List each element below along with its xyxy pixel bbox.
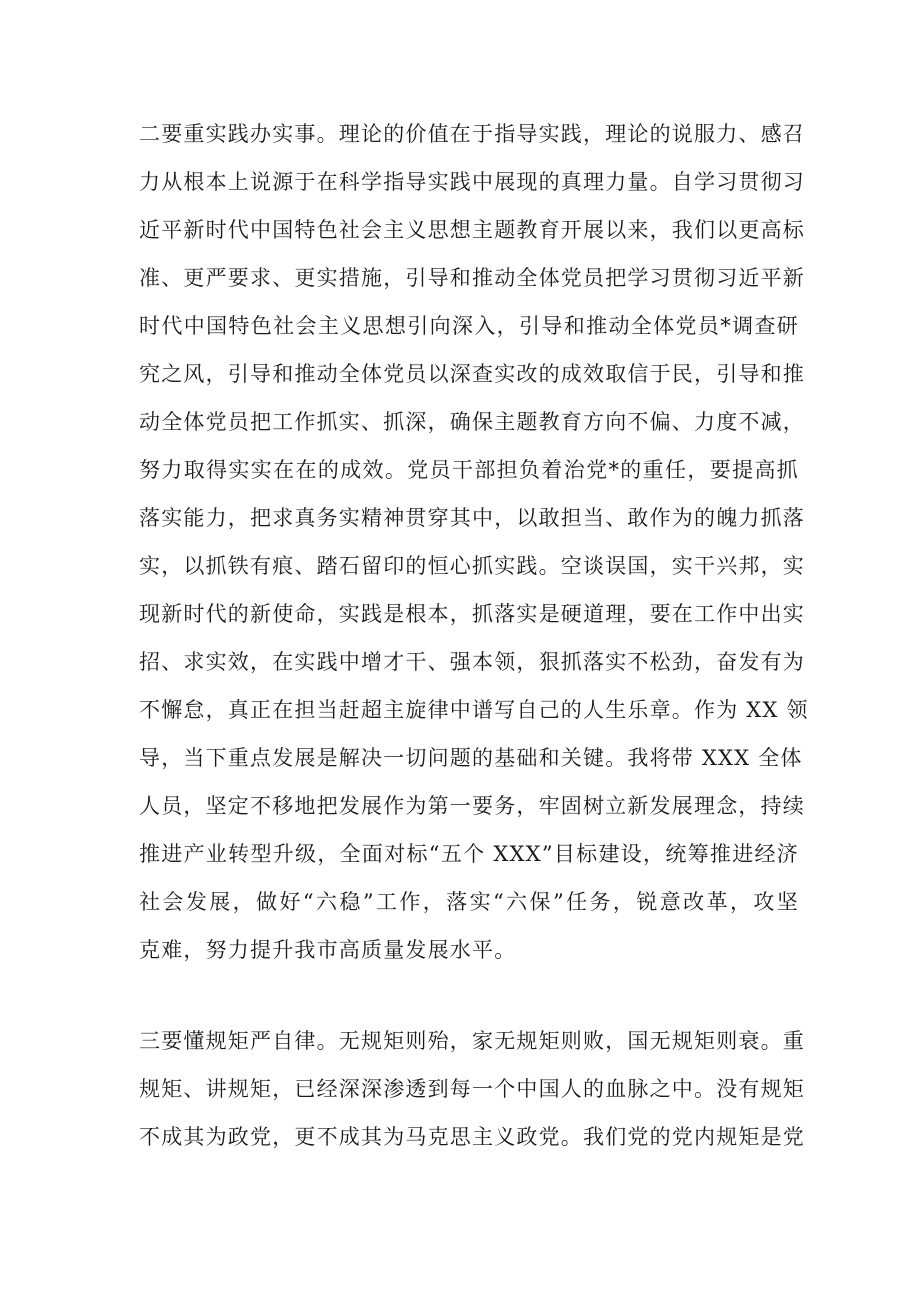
text-line: 导，当下重点发展是解决一切问题的基础和关键。我将带 XXX 全体: [139, 746, 803, 770]
text-line: 力从根本上说源于在科学指导实践中展现的真理力量。自学习贯彻习: [139, 170, 805, 194]
text-line: 现新时代的新使命，实践是根本，抓落实是硬道理，要在工作中出实: [139, 602, 805, 626]
text-line: 三要懂规矩严自律。无规矩则殆，家无规矩则败，国无规矩则衰。重: [139, 1029, 805, 1053]
text-line: 努力取得实实在在的成效。党员干部担负着治党*的重任，要提高抓: [139, 458, 799, 482]
text-line: 招、求实效，在实践中增才干、强本领，狠抓落实不松劲，奋发有为: [139, 650, 805, 674]
paragraph-practice: [139, 110, 809, 974]
text-line: 二要重实践办实事。理论的价值在于指导实践，理论的说服力、感召: [139, 122, 805, 146]
text-line: 时代中国特色社会主义思想引向深入，引导和推动全体党员*调查研: [139, 314, 799, 338]
text-line: 不懈怠，真正在担当赶超主旋律中谱写自己的人生乐章。作为 XX 领: [139, 698, 809, 722]
text-line: 不成其为政党，更不成其为马克思主义政党。我们党的党内规矩是党: [139, 1125, 805, 1149]
text-line: 推进产业转型升级，全面对标“五个 XXX”目标建设，统筹推进经济: [139, 842, 799, 866]
text-line: 落实能力，把求真务实精神贯穿其中，以敢担当、敢作为的魄力抓落: [139, 506, 805, 530]
text-line: 社会发展，做好“六稳”工作，落实“六保”任务，锐意改革，攻坚: [139, 890, 799, 914]
text-line: 近平新时代中国特色社会主义思想主题教育开展以来，我们以更高标: [139, 218, 805, 242]
text-line: 克难，努力提升我市高质量发展水平。: [139, 938, 517, 962]
paragraph-discipline: [139, 1017, 805, 1161]
text-line: 规矩、讲规矩，已经深深渗透到每一个中国人的血脉之中。没有规矩: [139, 1077, 805, 1101]
text-line: 究之风，引导和推动全体党员以深查实改的成效取信于民，引导和推: [139, 362, 805, 386]
text-line: 动全体党员把工作抓实、抓深，确保主题教育方向不偏、力度不减，: [139, 410, 805, 434]
text-line: 实，以抓铁有痕、踏石留印的恒心抓实践。空谈误国，实干兴邦，实: [139, 554, 805, 578]
text-line: 人员，坚定不移地把发展作为第一要务，牢固树立新发展理念，持续: [139, 794, 805, 818]
text-line: 准、更严要求、更实措施，引导和推动全体党员把学习贯彻习近平新: [139, 266, 805, 290]
